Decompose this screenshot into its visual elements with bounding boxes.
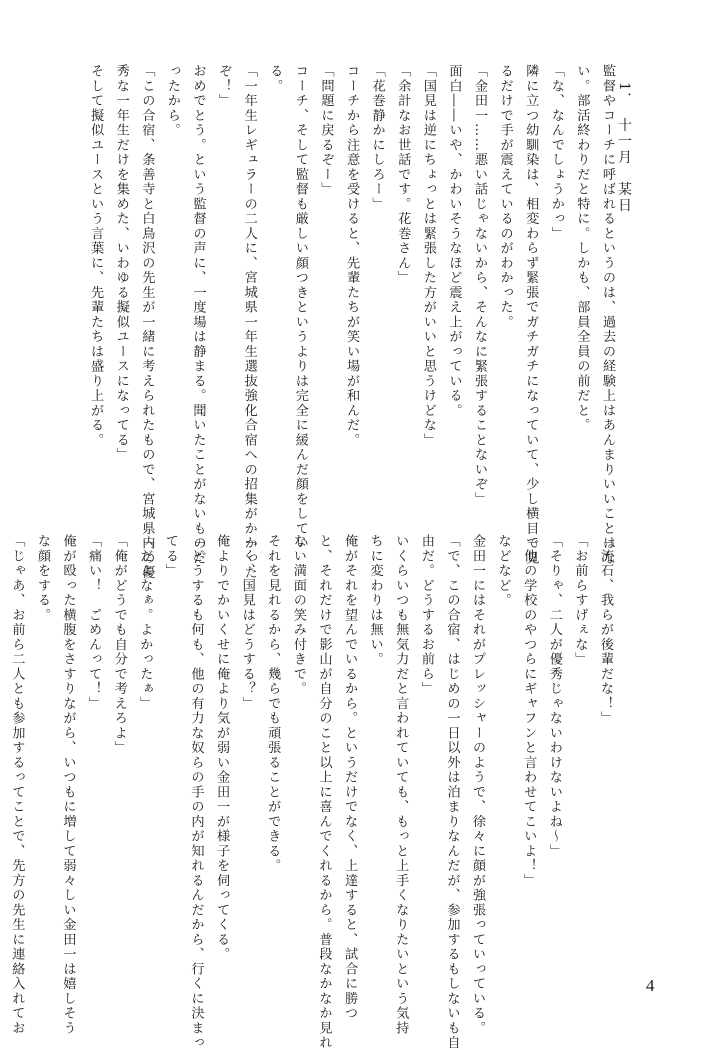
text-line: 「そりゃ、二人が優秀じゃないわけないよね〜」: [546, 534, 562, 859]
text-line: 「どうするも何も、他の有力な奴らの手の内が知れるんだから、行くに決まっ: [188, 534, 204, 1050]
text-line: コーチ、そして監督も厳しい顔つきというよりは完全に緩んだ顔をしてい: [292, 64, 308, 551]
text-line: 「他の学校のやつらにギャフンと言わせてこいよ！」: [521, 534, 537, 888]
text-line: てる」: [162, 534, 178, 579]
text-line: 「だよなぁ。よかったぁ」: [137, 534, 153, 711]
text-line: ない満面の笑み付きで。: [290, 534, 306, 697]
text-line: 「金田一……悪い話じゃないから、そんなに緊張することないぞ」: [472, 64, 488, 507]
text-line: 「俺がどうでも自分で考えろよ」: [111, 534, 127, 756]
text-line: る。: [267, 64, 283, 94]
text-line: 秀な一年生だけを集めた、いわゆる擬似ユースになってる」: [113, 64, 129, 463]
text-line: 「この合宿、条善寺と白鳥沢の先生が一緒に考えられたもので、宮城県内の優: [139, 64, 155, 581]
text-line: な顔をする。: [34, 534, 50, 623]
text-line: 「で、この合宿、はじめの一日以外は泊まりなんだが、参加するもしないも自: [444, 534, 460, 1050]
text-line: と、それだけで影山が自分のこと以上に喜んでくれるから。普段なかなか見れ: [316, 534, 332, 1050]
text-line: 金田一にはそれがプレッシャーのようで、徐々に顔が強張っていっている。: [470, 534, 486, 1036]
text-line: そして擬似ユースという言葉に、先輩たちは盛り上がる。: [88, 64, 104, 448]
text-line: ちに変わりは無い。: [367, 534, 383, 667]
text-line: おめでとう。という監督の声に、一度場は静まる。聞いたことがないものだ: [190, 64, 206, 566]
text-line: 監督やコーチに呼ばれるというのは、過去の経験上はあんまりいいことはな: [600, 64, 615, 566]
text-line: いくらいつも無気力だと言われていても、もっと上手くなりたいという気持: [393, 534, 409, 1036]
text-line: 「お前らすげぇな」: [572, 534, 588, 667]
text-line: 「痛い！ ごめんって！」: [86, 534, 102, 711]
text-line: コーチから注意を受けると、先輩たちが笑い場が和んだ。: [344, 64, 360, 448]
text-line: 「余計なお世話です。花巻さん」: [395, 64, 411, 286]
text-line: 「国見は逆にちょっとは緊張した方がいいと思うけどな」: [420, 64, 436, 448]
text-line: い。部活終わりだと特に。しかも、部員全員の前だと。: [574, 64, 590, 433]
text-line: それを見れるから、幾らでも頑張ることができる。: [265, 534, 281, 874]
text-line: 「花巻静かにしろー」: [369, 64, 385, 212]
text-line: 「く、国見はどうする？」: [239, 534, 255, 711]
text-line: 面白――いや、かわいそうなほど震え上がっている。: [446, 64, 462, 418]
text-line: 俺がそれを望んでいるから。というだけでなく、上達すると、試合に勝つ: [342, 534, 358, 1021]
text-line: ったから。: [164, 64, 180, 138]
text-line: などなど。: [495, 534, 511, 608]
chapter-heading: 1． 十一月 某日: [616, 82, 632, 214]
text-line: ぞ！」: [216, 64, 232, 109]
text-line: 「じゃあ、お前ら二人とも参加するってことで、先方の先生に連絡入れてお: [9, 534, 25, 1036]
page-number: 4: [646, 976, 655, 995]
text-line: るだけで手が震えているのがわかった。: [497, 64, 513, 330]
text-line: 「問題に戻るぞー」: [318, 64, 334, 197]
text-line: 俺が殴った横腹をさすりながら、いつもに増して弱々しい金田一は嬉しそう: [60, 534, 76, 1036]
text-line: 「一年生レギュラーの二人に、宮城県一年生選抜強化合宿への招集がかかった: [241, 64, 257, 581]
text-line: 隣に立つ幼馴染は、相変わらず緊張でガチガチになっていて、少し横目で見: [523, 64, 539, 566]
text-line: 由だ。どうするお前ら」: [418, 534, 434, 697]
lower-text-block: [9, 534, 618, 1050]
text-line: 「流石、我らが後輩だな！」: [598, 534, 613, 726]
text-line: 俺よりでかいくせに俺より気が弱い金田一が様子を伺ってくる。: [214, 534, 230, 962]
text-line: 「な、なんでしょうかっ」: [548, 64, 564, 241]
